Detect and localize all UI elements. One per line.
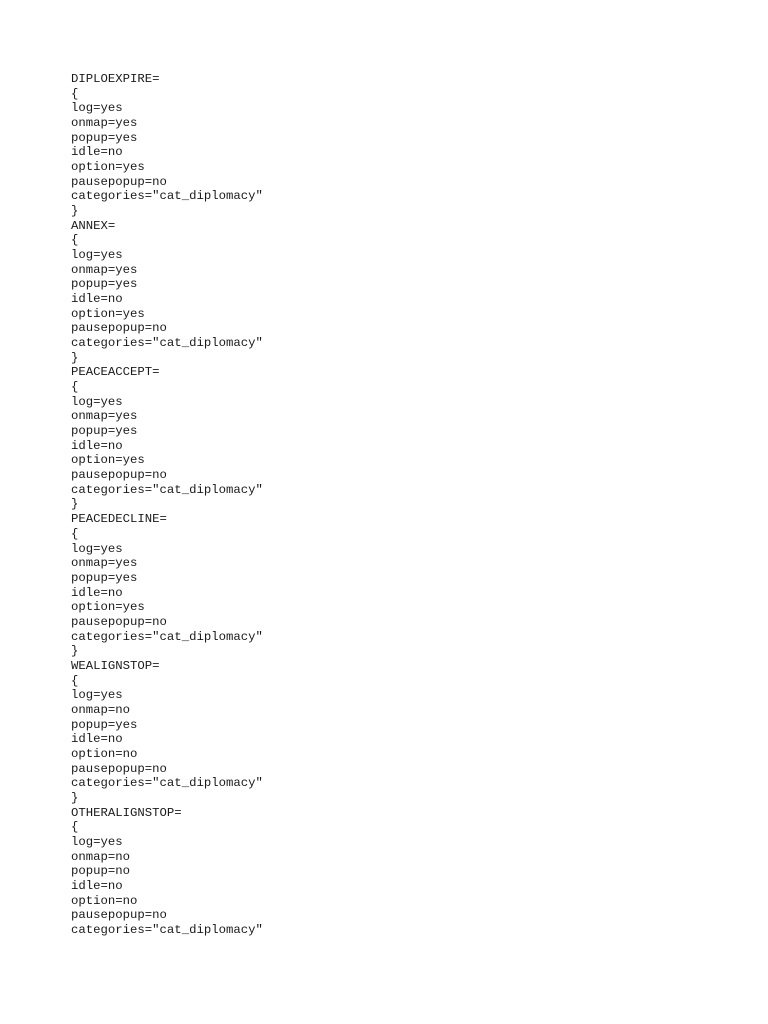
text-line: log=yes xyxy=(71,101,123,116)
text-line: log=yes xyxy=(71,541,123,556)
text-line: } xyxy=(71,204,79,219)
text-line: pausepopup=no xyxy=(71,174,167,189)
text-line: } xyxy=(71,497,79,512)
text-line: onmap=yes xyxy=(71,116,138,131)
text-line: OTHERALIGNSTOP= xyxy=(71,805,182,820)
text-line: popup=yes xyxy=(71,277,138,292)
text-line: categories="cat_diplomacy" xyxy=(71,922,263,937)
text-line: categories="cat_diplomacy" xyxy=(71,189,263,204)
text-line: } xyxy=(71,790,79,805)
text-line: option=no xyxy=(71,746,138,761)
text-line: { xyxy=(71,526,79,541)
text-line: onmap=yes xyxy=(71,262,138,277)
text-line: log=yes xyxy=(71,688,123,703)
text-line: { xyxy=(71,86,79,101)
code-text-block xyxy=(71,72,731,938)
text-line: { xyxy=(71,380,79,395)
text-line: pausepopup=no xyxy=(71,761,167,776)
text-line: log=yes xyxy=(71,834,123,849)
text-line: popup=yes xyxy=(71,424,138,439)
text-line: popup=no xyxy=(71,864,131,879)
text-line: idle=no xyxy=(71,732,123,747)
text-line: option=yes xyxy=(71,600,145,615)
text-line: categories="cat_diplomacy" xyxy=(71,776,263,791)
text-line: onmap=no xyxy=(71,702,131,717)
text-line: onmap=no xyxy=(71,849,131,864)
text-line: pausepopup=no xyxy=(71,908,167,923)
text-line: onmap=yes xyxy=(71,556,138,571)
text-line: popup=yes xyxy=(71,130,138,145)
text-line: PEACEACCEPT= xyxy=(71,365,160,380)
text-line: log=yes xyxy=(71,248,123,263)
text-line: } xyxy=(71,350,79,365)
text-line: } xyxy=(71,644,79,659)
text-line: PEACEDECLINE= xyxy=(71,512,167,527)
text-line: popup=yes xyxy=(71,570,138,585)
text-line: { xyxy=(71,233,79,248)
text-line: option=no xyxy=(71,893,138,908)
text-line: option=yes xyxy=(71,453,145,468)
text-line: onmap=yes xyxy=(71,409,138,424)
text-line: option=yes xyxy=(71,306,145,321)
text-line: popup=yes xyxy=(71,717,138,732)
text-line: pausepopup=no xyxy=(71,468,167,483)
text-line: DIPLOEXPIRE= xyxy=(71,72,160,86)
text-line: idle=no xyxy=(71,438,123,453)
text-line: option=yes xyxy=(71,160,145,175)
text-line: log=yes xyxy=(71,394,123,409)
text-line: idle=no xyxy=(71,878,123,893)
text-line: pausepopup=no xyxy=(71,614,167,629)
document-page xyxy=(71,72,731,938)
text-line: pausepopup=no xyxy=(71,321,167,336)
text-line: { xyxy=(71,673,79,688)
text-line: idle=no xyxy=(71,145,123,160)
text-line: categories="cat_diplomacy" xyxy=(71,629,263,644)
text-line: WEALIGNSTOP= xyxy=(71,658,160,673)
text-line: idle=no xyxy=(71,292,123,307)
text-line: ANNEX= xyxy=(71,218,116,233)
text-line: categories="cat_diplomacy" xyxy=(71,336,263,351)
text-line: idle=no xyxy=(71,585,123,600)
text-line: { xyxy=(71,820,79,835)
text-line: categories="cat_diplomacy" xyxy=(71,482,263,497)
